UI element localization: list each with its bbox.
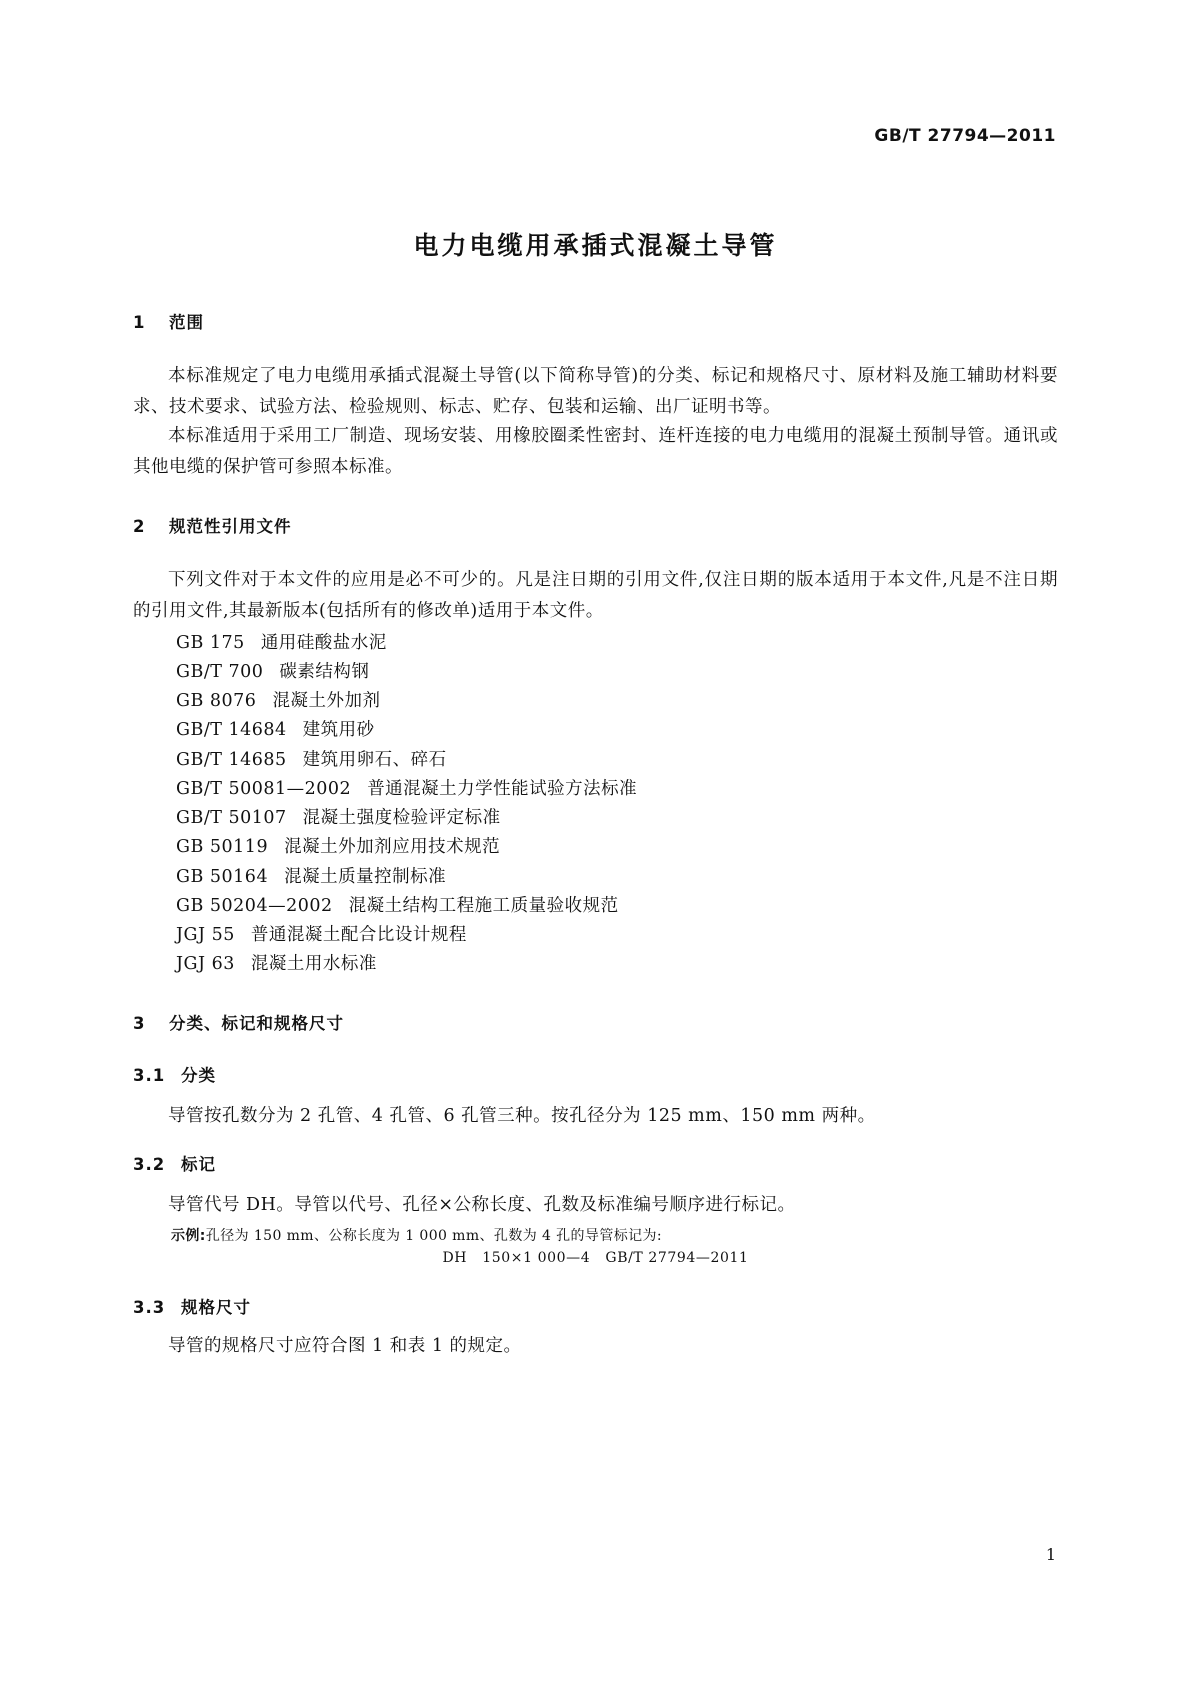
reference-item bbox=[176, 833, 500, 858]
reference-name: 普通混凝土配合比设计规程 bbox=[250, 925, 467, 945]
reference-code: GB 175 bbox=[176, 633, 245, 653]
page-number: 1 bbox=[1045, 1545, 1056, 1564]
reference-item bbox=[176, 892, 619, 917]
paragraph: 本标准适用于采用工厂制造、现场安装、用橡胶圈柔性密封、连杆连接的电力电缆用的混凝土预制导管。通讯或其他电缆的保护管可参照本标准。 bbox=[133, 426, 1058, 477]
section-number: 3.2 bbox=[133, 1155, 166, 1174]
section-number: 3.3 bbox=[133, 1298, 166, 1317]
example-line bbox=[171, 1225, 662, 1245]
reference-code: GB 50164 bbox=[176, 867, 269, 887]
reference-item bbox=[176, 687, 380, 712]
reference-name: 混凝土外加剂 bbox=[272, 691, 381, 711]
reference-name: 通用硅酸盐水泥 bbox=[260, 633, 387, 653]
paragraph: 导管代号 DH。导管以代号、孔径×公称长度、孔数及标准编号顺序进行标记。 bbox=[168, 1195, 796, 1215]
reference-code: GB 8076 bbox=[176, 691, 257, 711]
section-2-heading bbox=[133, 513, 292, 537]
reference-code: GB 50119 bbox=[176, 837, 269, 857]
paragraph: 导管的规格尺寸应符合图 1 和表 1 的规定。 bbox=[168, 1336, 522, 1356]
reference-code: GB/T 14685 bbox=[176, 750, 287, 770]
reference-item bbox=[176, 746, 447, 771]
paragraph: 导管按孔数分为 2 孔管、4 孔管、6 孔管三种。按孔径分为 125 mm、150 mm 两种。 bbox=[168, 1106, 876, 1126]
reference-code: GB/T 50081—2002 bbox=[176, 779, 352, 799]
reference-name: 混凝土强度检验评定标准 bbox=[302, 808, 501, 828]
document-title: 电力电缆用承插式混凝土导管 bbox=[413, 231, 778, 260]
reference-name: 建筑用卵石、碎石 bbox=[302, 750, 447, 770]
section-title: 范围 bbox=[169, 313, 204, 332]
reference-item bbox=[176, 863, 446, 888]
subsection-3-3-heading bbox=[133, 1294, 251, 1318]
example-text: 孔径为 150 mm、公称长度为 1 000 mm、孔数为 4 孔的导管标记为: bbox=[205, 1228, 663, 1244]
reference-code: JGJ 63 bbox=[176, 954, 235, 974]
reference-name: 建筑用砂 bbox=[302, 720, 375, 740]
reference-name: 混凝土用水标准 bbox=[250, 954, 377, 974]
reference-item bbox=[176, 921, 467, 946]
standard-code: GB/T 27794—2011 bbox=[874, 126, 1056, 146]
section-title: 分类、标记和规格尺寸 bbox=[169, 1014, 344, 1033]
subsection-3-1-heading bbox=[133, 1062, 216, 1086]
subsection-3-2-heading bbox=[133, 1151, 216, 1175]
example-marking: DH 150×1 000—4 GB/T 27794—2011 bbox=[442, 1250, 749, 1266]
paragraph: 本标准规定了电力电缆用承插式混凝土导管(以下简称导管)的分类、标记和规格尺寸、原材料及施工辅助材料要求、技术要求、试验方法、检验规则、标志、贮存、包装和运输、出厂证明书等。 bbox=[133, 366, 1058, 417]
reference-name: 碳素结构钢 bbox=[279, 662, 370, 682]
reference-name: 普通混凝土力学性能试验方法标准 bbox=[367, 779, 638, 799]
section-number: 1 bbox=[133, 313, 146, 332]
section-1-heading bbox=[133, 309, 204, 333]
reference-name: 混凝土质量控制标准 bbox=[284, 867, 447, 887]
reference-item bbox=[176, 775, 637, 800]
reference-item bbox=[176, 804, 501, 829]
section-title: 规范性引用文件 bbox=[169, 517, 292, 536]
section-number: 3 bbox=[133, 1014, 146, 1033]
reference-code: GB/T 700 bbox=[176, 662, 264, 682]
section-title: 标记 bbox=[181, 1155, 216, 1174]
reference-code: GB 50204—2002 bbox=[176, 896, 333, 916]
reference-code: GB/T 50107 bbox=[176, 808, 287, 828]
paragraph: 下列文件对于本文件的应用是必不可少的。凡是注日期的引用文件,仅注日期的版本适用于本文件,凡是不注日期的引用文件,其最新版本(包括所有的修改单)适用于本文件。 bbox=[133, 570, 1058, 621]
reference-code: GB/T 14684 bbox=[176, 720, 287, 740]
section-number: 3.1 bbox=[133, 1066, 166, 1085]
reference-code: JGJ 55 bbox=[176, 925, 235, 945]
section-number: 2 bbox=[133, 517, 146, 536]
reference-item bbox=[176, 716, 375, 741]
reference-name: 混凝土结构工程施工质量验收规范 bbox=[348, 896, 619, 916]
reference-item bbox=[176, 950, 377, 975]
reference-item bbox=[176, 629, 387, 654]
reference-item bbox=[176, 658, 369, 683]
section-3-heading bbox=[133, 1010, 344, 1034]
section-title: 分类 bbox=[181, 1066, 216, 1085]
section-title: 规格尺寸 bbox=[181, 1298, 251, 1317]
reference-name: 混凝土外加剂应用技术规范 bbox=[284, 837, 501, 857]
example-label: 示例: bbox=[171, 1228, 206, 1244]
